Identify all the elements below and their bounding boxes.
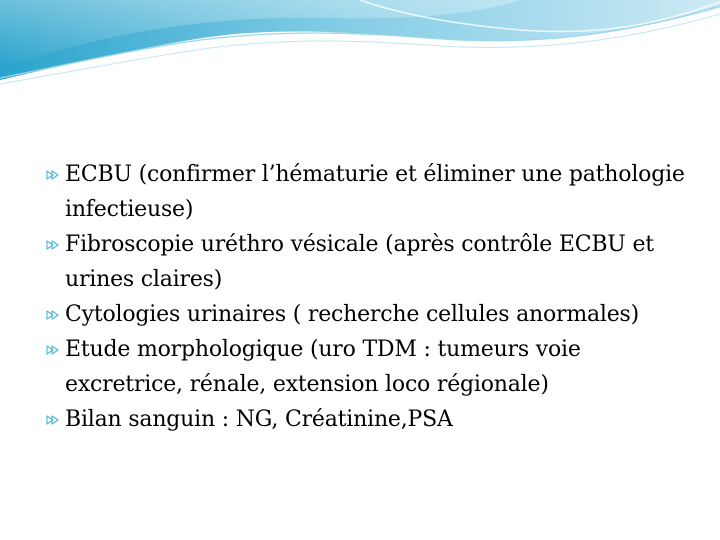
bullet-marker-icon — [46, 308, 62, 322]
bullet-marker-icon — [46, 413, 62, 427]
bullet-item-bilan-sanguin — [46, 402, 686, 437]
bullet-item-cytologies — [46, 297, 686, 332]
bullet-marker-icon — [46, 168, 62, 182]
bullet-text: ECBU (confirmer l’hématurie et éliminer une pathologie infectieuse) — [65, 162, 685, 222]
bullet-text: Cytologies urinaires ( recherche cellules anormales) — [65, 302, 640, 327]
header-wave-decoration — [0, 0, 720, 110]
bullet-text: Bilan sanguin : NG, Créatinine,PSA — [65, 407, 453, 432]
bullet-text: Fibroscopie uréthro vésicale (après contrôle ECBU et urines claires) — [65, 232, 654, 292]
bullet-marker-icon — [46, 238, 62, 252]
bullet-list — [46, 157, 686, 437]
bullet-marker-icon — [46, 343, 62, 357]
bullet-text: Etude morphologique (uro TDM : tumeurs voie excretrice, rénale, extension loco régionale) — [65, 337, 581, 397]
bullet-item-ecbu — [46, 157, 686, 227]
bullet-item-fibroscopie — [46, 227, 686, 297]
bullet-item-etude-morphologique — [46, 332, 686, 402]
